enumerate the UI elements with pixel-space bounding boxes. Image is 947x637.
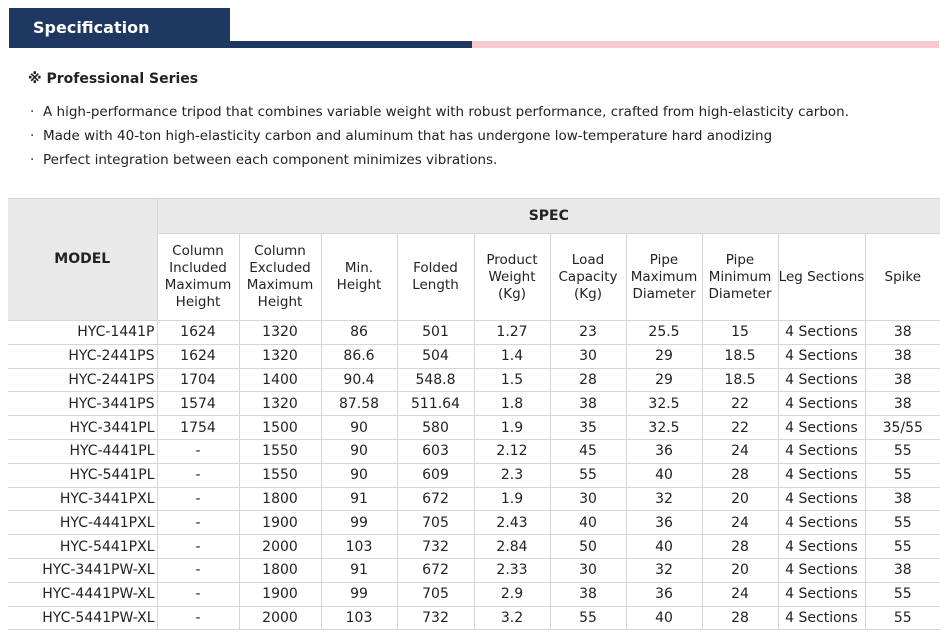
model-cell: HYC-2441PS [8, 368, 157, 392]
model-cell: HYC-5441PW-XL [8, 606, 157, 630]
model-cell: HYC-5441PL [8, 463, 157, 487]
feature-item [30, 125, 849, 149]
spec-cell: 4 Sections [778, 511, 865, 535]
spec-cell: 103 [321, 606, 397, 630]
spec-cell: 38 [550, 392, 626, 416]
column-header: Product Weight (Kg) [474, 234, 550, 321]
spec-cell: 1754 [157, 416, 239, 440]
section-title: Specification [9, 8, 230, 48]
spec-cell: 55 [550, 606, 626, 630]
spec-cell: 1320 [239, 321, 321, 345]
spec-cell: 86.6 [321, 344, 397, 368]
table-row [8, 606, 940, 630]
feature-text: Made with 40-ton high-elasticity carbon and aluminum that has undergone low-temperature hard anodizing [43, 128, 773, 144]
spec-cell: 1320 [239, 344, 321, 368]
spec-cell: 38 [865, 487, 940, 511]
spec-cell: 36 [626, 582, 702, 606]
spec-cell: 4 Sections [778, 392, 865, 416]
table-row [8, 439, 940, 463]
model-cell: HYC-4441PW-XL [8, 582, 157, 606]
spec-cell: 4 Sections [778, 416, 865, 440]
spec-cell: 4 Sections [778, 606, 865, 630]
column-header: Leg Sections [778, 234, 865, 321]
spec-cell: 55 [865, 439, 940, 463]
model-cell: HYC-4441PL [8, 439, 157, 463]
bullet-dot: · [30, 128, 35, 144]
model-cell: HYC-3441PS [8, 392, 157, 416]
spec-table [8, 198, 940, 630]
spec-cell: 55 [865, 511, 940, 535]
table-row [8, 416, 940, 440]
feature-text: Perfect integration between each component minimizes vibrations. [43, 152, 498, 168]
spec-cell: 23 [550, 321, 626, 345]
bullet-dot: · [30, 152, 35, 168]
spec-cell: 38 [865, 344, 940, 368]
table-row [8, 344, 940, 368]
spec-cell: 38 [865, 558, 940, 582]
spec-cell: 28 [702, 463, 778, 487]
spec-cell: 32.5 [626, 416, 702, 440]
spec-cell: 35 [550, 416, 626, 440]
feature-item [30, 101, 849, 125]
table-row [8, 392, 940, 416]
column-header: Folded Length [397, 234, 474, 321]
spec-cell: 55 [865, 606, 940, 630]
spec-cell: 1900 [239, 582, 321, 606]
spec-cell: 18.5 [702, 368, 778, 392]
bullet-dot: · [30, 104, 35, 120]
spec-cell: - [157, 558, 239, 582]
spec-cell: 99 [321, 511, 397, 535]
spec-cell: 580 [397, 416, 474, 440]
spec-cell: 30 [550, 558, 626, 582]
spec-cell: - [157, 582, 239, 606]
spec-cell: 1320 [239, 392, 321, 416]
spec-cell: 2.3 [474, 463, 550, 487]
spec-cell: 90 [321, 416, 397, 440]
spec-cell: 55 [550, 463, 626, 487]
spec-cell: 40 [626, 535, 702, 559]
spec-cell: 732 [397, 606, 474, 630]
spec-cell: 732 [397, 535, 474, 559]
spec-cell: 29 [626, 368, 702, 392]
spec-cell: - [157, 535, 239, 559]
spec-cell: 30 [550, 344, 626, 368]
spec-cell: 1800 [239, 487, 321, 511]
spec-cell: 45 [550, 439, 626, 463]
spec-cell: 1704 [157, 368, 239, 392]
spec-cell: 2.33 [474, 558, 550, 582]
spec-cell: 24 [702, 439, 778, 463]
spec-cell: 90 [321, 439, 397, 463]
spec-cell: 90.4 [321, 368, 397, 392]
table-row [8, 368, 940, 392]
spec-cell: 50 [550, 535, 626, 559]
spec-cell: 25.5 [626, 321, 702, 345]
spec-cell: 1400 [239, 368, 321, 392]
spec-cell: 4 Sections [778, 582, 865, 606]
spec-cell: 4 Sections [778, 487, 865, 511]
spec-cell: 609 [397, 463, 474, 487]
column-header: Column Excluded Maximum Height [239, 234, 321, 321]
model-cell: HYC-4441PXL [8, 511, 157, 535]
spec-cell: 2.43 [474, 511, 550, 535]
model-cell: HYC-3441PXL [8, 487, 157, 511]
spec-cell: 38 [865, 368, 940, 392]
spec-cell: 1900 [239, 511, 321, 535]
column-header: Load Capacity (Kg) [550, 234, 626, 321]
spec-cell: 1500 [239, 416, 321, 440]
spec-header: SPEC [157, 199, 940, 234]
spec-cell: 1624 [157, 321, 239, 345]
spec-cell: 28 [702, 606, 778, 630]
spec-cell: 1550 [239, 439, 321, 463]
table-row [8, 558, 940, 582]
spec-cell: - [157, 487, 239, 511]
table-row [8, 463, 940, 487]
spec-cell: 4 Sections [778, 558, 865, 582]
spec-cell: 22 [702, 392, 778, 416]
spec-cell: 2.9 [474, 582, 550, 606]
spec-cell: 55 [865, 535, 940, 559]
spec-cell: 1.5 [474, 368, 550, 392]
spec-cell: 28 [702, 535, 778, 559]
spec-cell: 705 [397, 582, 474, 606]
model-cell: HYC-2441PS [8, 344, 157, 368]
spec-cell: 2000 [239, 606, 321, 630]
spec-cell: 2000 [239, 535, 321, 559]
section-header [0, 0, 947, 48]
spec-cell: 29 [626, 344, 702, 368]
table-row [8, 321, 940, 345]
spec-cell: 24 [702, 582, 778, 606]
model-cell: HYC-1441P [8, 321, 157, 345]
spec-cell: 90 [321, 463, 397, 487]
spec-cell: 38 [865, 321, 940, 345]
spec-cell: 1.8 [474, 392, 550, 416]
spec-cell: 55 [865, 463, 940, 487]
spec-cell: 4 Sections [778, 321, 865, 345]
spec-cell: 4 Sections [778, 463, 865, 487]
spec-cell: 103 [321, 535, 397, 559]
spec-cell: 99 [321, 582, 397, 606]
model-cell: HYC-3441PL [8, 416, 157, 440]
spec-cell: 4 Sections [778, 535, 865, 559]
spec-cell: 1.27 [474, 321, 550, 345]
spec-cell: 2.12 [474, 439, 550, 463]
spec-cell: 38 [550, 582, 626, 606]
spec-cell: - [157, 606, 239, 630]
column-header: Pipe Maximum Diameter [626, 234, 702, 321]
feature-list [30, 101, 849, 173]
spec-cell: 511.64 [397, 392, 474, 416]
column-header: Spike [865, 234, 940, 321]
spec-cell: 18.5 [702, 344, 778, 368]
spec-cell: 1.9 [474, 487, 550, 511]
spec-cell: 4 Sections [778, 368, 865, 392]
spec-cell: 40 [626, 463, 702, 487]
spec-cell: 36 [626, 511, 702, 535]
spec-cell: 32 [626, 558, 702, 582]
spec-cell: 4 Sections [778, 439, 865, 463]
spec-cell: 32.5 [626, 392, 702, 416]
spec-cell: 4 Sections [778, 344, 865, 368]
spec-cell: 20 [702, 487, 778, 511]
spec-cell: 38 [865, 392, 940, 416]
spec-cell: - [157, 511, 239, 535]
spec-cell: 20 [702, 558, 778, 582]
spec-cell: 32 [626, 487, 702, 511]
spec-cell: 91 [321, 558, 397, 582]
model-cell: HYC-5441PXL [8, 535, 157, 559]
spec-cell: - [157, 463, 239, 487]
spec-cell: 40 [550, 511, 626, 535]
spec-cell: 15 [702, 321, 778, 345]
spec-cell: 22 [702, 416, 778, 440]
column-header: Column Included Maximum Height [157, 234, 239, 321]
spec-cell: 672 [397, 487, 474, 511]
spec-cell: 40 [626, 606, 702, 630]
table-row [8, 582, 940, 606]
spec-cell: 87.58 [321, 392, 397, 416]
spec-cell: 3.2 [474, 606, 550, 630]
header-bar-navy [9, 41, 472, 48]
spec-cell: 1550 [239, 463, 321, 487]
feature-item [30, 149, 849, 173]
spec-cell: 1800 [239, 558, 321, 582]
feature-text: A high-performance tripod that combines variable weight with robust performance, crafted from high-elasticity carbon. [43, 104, 850, 120]
spec-cell: 35/55 [865, 416, 940, 440]
spec-cell: 603 [397, 439, 474, 463]
model-cell: HYC-3441PW-XL [8, 558, 157, 582]
spec-cell: 1.4 [474, 344, 550, 368]
spec-cell: 86 [321, 321, 397, 345]
model-header: MODEL [8, 199, 157, 321]
spec-cell: 55 [865, 582, 940, 606]
spec-cell: 28 [550, 368, 626, 392]
spec-cell: 24 [702, 511, 778, 535]
spec-cell: 91 [321, 487, 397, 511]
spec-cell: 501 [397, 321, 474, 345]
spec-cell: 1624 [157, 344, 239, 368]
series-title: ※ Professional Series [28, 71, 199, 87]
spec-cell: 2.84 [474, 535, 550, 559]
spec-cell: 1.9 [474, 416, 550, 440]
spec-cell: 30 [550, 487, 626, 511]
spec-cell: 548.8 [397, 368, 474, 392]
table-row [8, 511, 940, 535]
table-row [8, 535, 940, 559]
spec-cell: 1574 [157, 392, 239, 416]
spec-cell: - [157, 439, 239, 463]
header-bar-pink [472, 41, 939, 48]
spec-cell: 504 [397, 344, 474, 368]
column-header: Min. Height [321, 234, 397, 321]
column-header: Pipe Minimum Diameter [702, 234, 778, 321]
spec-cell: 672 [397, 558, 474, 582]
table-row [8, 487, 940, 511]
spec-cell: 36 [626, 439, 702, 463]
spec-cell: 705 [397, 511, 474, 535]
